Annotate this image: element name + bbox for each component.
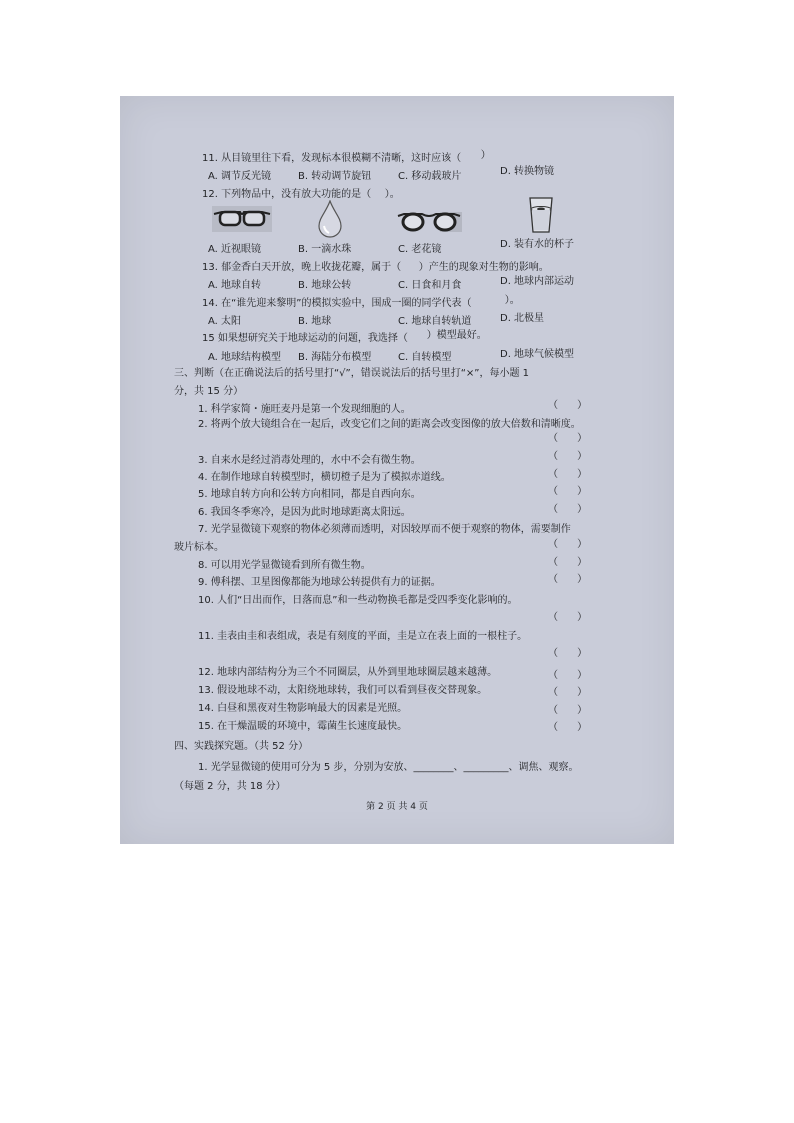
judge-paren-9: （ ） [548, 574, 588, 585]
q14-option-d: D. 北极星 [500, 313, 545, 324]
q15-option-b: B. 海陆分布模型 [298, 352, 372, 363]
myopia-glasses-image [212, 206, 272, 232]
judge-paren-10: （ ） [548, 612, 588, 623]
q15-answer-paren: ）模型最好。 [414, 330, 487, 341]
page-number-footer: 第 2 页 共 4 页 [366, 802, 428, 812]
q15-text: 15 如果想研究关于地球运动的问题，我选择（ [202, 333, 408, 344]
judge-item-9: 9. 傅科摆、卫星图像都能为地球公转提供有力的证据。 [198, 577, 441, 588]
q14-option-b: B. 地球 [298, 316, 332, 327]
water-cup-image [528, 196, 554, 234]
judge-paren-7: （ ） [548, 539, 588, 550]
judge-item-1: 1. 科学家简・施旺麦丹是第一个发现细胞的人。 [198, 404, 411, 415]
reading-glasses-image [396, 210, 462, 234]
q12-answer-paren: ）。 [372, 189, 400, 200]
q12-option-b: B. 一滴水珠 [298, 244, 352, 255]
judge-item-2: 2. 将两个放大镜组合在一起后，改变它们之间的距离会改变图像的放大倍数和清晰度。 [198, 419, 581, 430]
q15-option-d: D. 地球气候模型 [500, 349, 575, 360]
judge-item-10: 10. 人们“日出而作，日落而息”和一些动物换毛都是受四季变化影响的。 [198, 595, 518, 606]
judge-item-12: 12. 地球内部结构分为三个不同圈层，从外到里地球圈层越来越薄。 [198, 667, 498, 678]
q12-option-c: C. 老花镜 [398, 244, 442, 255]
q12-option-a: A. 近视眼镜 [208, 244, 262, 255]
q13-option-c: C. 日食和月食 [398, 280, 462, 291]
section3-heading-cont: 分，共 15 分） [174, 386, 244, 397]
judge-paren-13: （ ） [548, 687, 588, 698]
section3-heading: 三、判断（在正确说法后的括号里打“√”，错误说法后的括号里打“×”，每小题 1 [174, 368, 530, 379]
q11-text: 11. 从目镜里往下看，发现标本很模糊不清晰，这时应该（ [202, 153, 462, 164]
judge-paren-14: （ ） [548, 705, 588, 716]
q13-option-a: A. 地球自转 [208, 280, 262, 291]
judge-item-7: 7. 光学显微镜下观察的物体必须薄而透明，对因较厚而不便于观察的物体，需要制作 [198, 524, 571, 535]
q14-option-c: C. 地球自转轨道 [398, 316, 472, 327]
q15-option-a: A. 地球结构模型 [208, 352, 282, 363]
judge-paren-11: （ ） [548, 648, 588, 659]
judge-item-11: 11. 圭表由圭和表组成，表是有刻度的平面，圭是立在表上面的一根柱子。 [198, 631, 528, 642]
q11-option-a: A. 调节反光镜 [208, 171, 272, 182]
q12-option-d: D. 装有水的杯子 [500, 239, 575, 250]
q13-text: 13. 郁金香白天开放，晚上收拢花瓣，属于（ [202, 262, 402, 273]
judge-item-3: 3. 自来水是经过消毒处理的，水中不会有微生物。 [198, 455, 421, 466]
judge-paren-5: （ ） [548, 486, 588, 497]
judge-paren-15: （ ） [548, 722, 588, 733]
q11-option-c: C. 移动载玻片 [398, 171, 462, 182]
judge-paren-1: （ ） [548, 400, 588, 411]
judge-item-4: 4. 在制作地球自转模型时，横切橙子是为了模拟赤道线。 [198, 472, 451, 483]
scanned-page [120, 96, 674, 844]
q13-answer-paren: ）产生的现象对生物的影响。 [406, 262, 549, 273]
judge-item-14: 14. 白昼和黑夜对生物影响最大的因素是光照。 [198, 703, 408, 714]
judge-item-7-cont: 玻片标本。 [174, 542, 224, 553]
judge-paren-12: （ ） [548, 670, 588, 681]
q14-text: 14. 在“谁先迎来黎明”的模拟实验中，围成一圈的同学代表（ [202, 298, 472, 309]
q13-option-d: D. 地球内部运动 [500, 276, 575, 287]
q11-option-b: B. 转动调节旋钮 [298, 171, 372, 182]
q14-answer-paren: ）。 [492, 295, 520, 306]
judge-paren-6: （ ） [548, 504, 588, 515]
q11-answer-paren: ） [468, 150, 491, 161]
judge-item-5: 5. 地球自转方向和公转方向相同，都是自西向东。 [198, 489, 421, 500]
q13-option-b: B. 地球公转 [298, 280, 352, 291]
judge-paren-3: （ ） [548, 451, 588, 462]
q11-option-d: D. 转换物镜 [500, 166, 555, 177]
water-drop-image [316, 200, 344, 238]
judge-item-13: 13. 假设地球不动，太阳绕地球转，我们可以看到昼夜交替现象。 [198, 685, 488, 696]
judge-item-8: 8. 可以用光学显微镜看到所有微生物。 [198, 560, 371, 571]
section4-heading: 四、实践探究题。（共 52 分） [174, 741, 309, 752]
q15-option-c: C. 自转模型 [398, 352, 452, 363]
page-content [120, 96, 674, 844]
q12-text: 12. 下列物品中，没有放大功能的是（ [202, 189, 372, 200]
judge-paren-8: （ ） [548, 557, 588, 568]
judge-item-6: 6. 我国冬季寒冷，是因为此时地球距离太阳远。 [198, 507, 411, 518]
judge-paren-4: （ ） [548, 469, 588, 480]
section4-q1-note: （每题 2 分，共 18 分） [174, 781, 286, 792]
judge-item-15: 15. 在干燥温暖的环境中，霉菌生长速度最快。 [198, 721, 408, 732]
q14-option-a: A. 太阳 [208, 316, 242, 327]
judge-paren-2: （ ） [548, 433, 588, 444]
section4-q1: 1. 光学显微镜的使用可分为 5 步，分别为安放、________、_________、调焦、观察。 [198, 762, 579, 773]
